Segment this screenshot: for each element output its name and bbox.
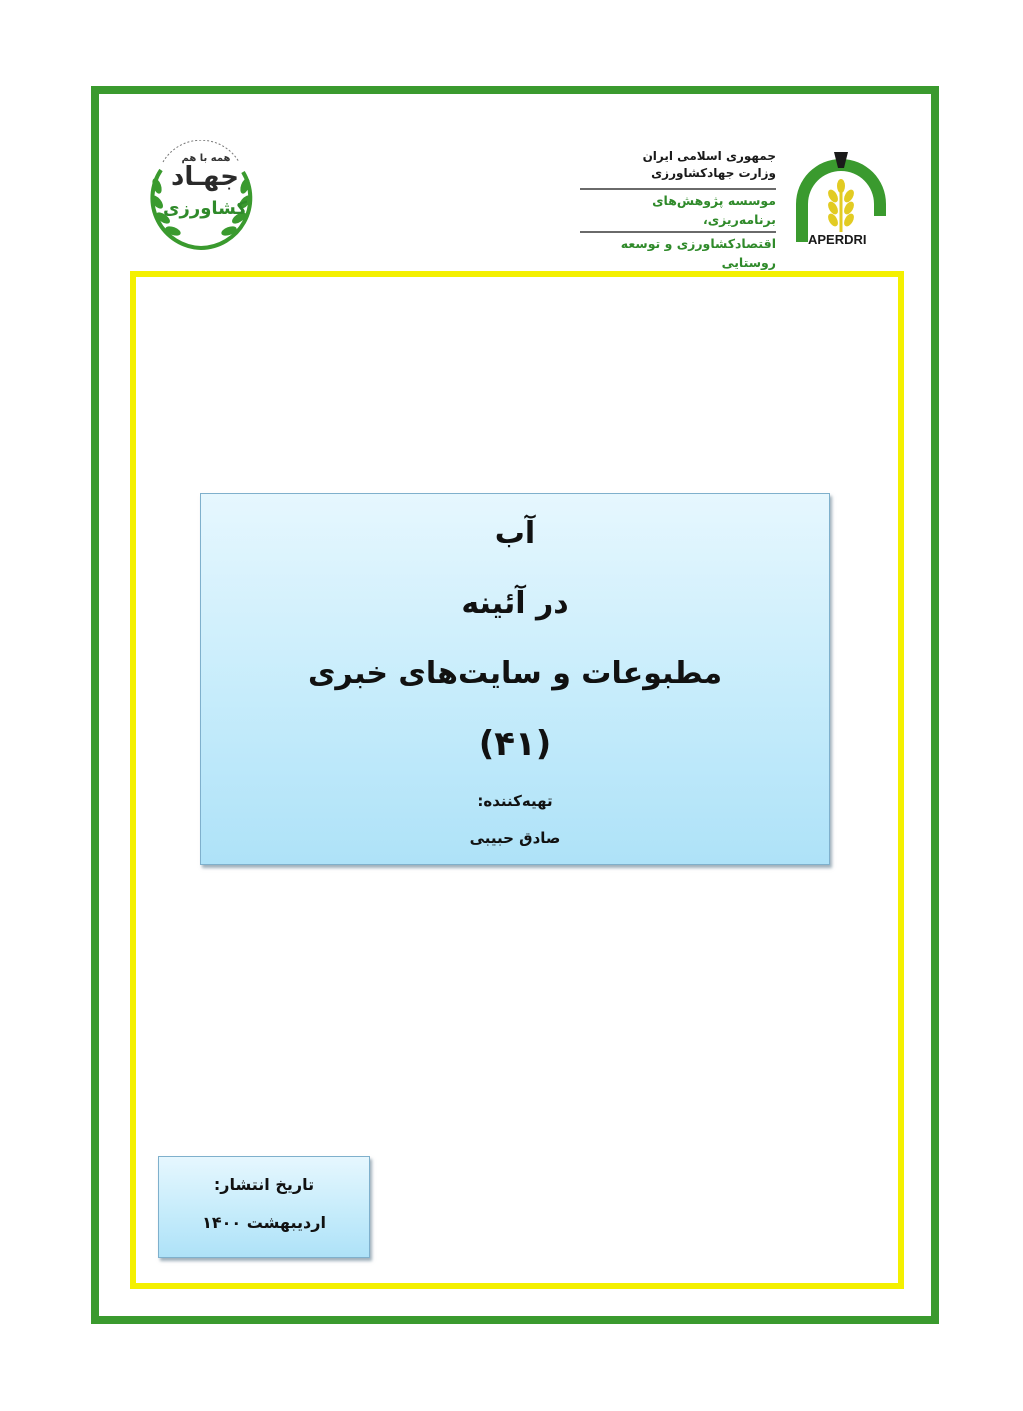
jahad-slogan: همه با هم — [181, 153, 231, 164]
institute-name-line1: موسسه پژوهش‌های برنامه‌ریزی، — [580, 188, 776, 229]
jahad-title: جهـاد — [171, 162, 239, 192]
publication-date-label: تاریخ انتشار: — [213, 1175, 315, 1194]
organization-block — [580, 148, 776, 272]
jahad-subtitle: کشاورزی — [163, 198, 247, 219]
institute-name-line2: اقتصادکشاورزی و توسعه روستایی — [580, 231, 776, 272]
title-line-2: در آئینه — [461, 586, 569, 621]
org-ministry-line: وزارت جهادکشاورزی — [651, 166, 776, 180]
aperdri-label: APERDRI — [808, 232, 867, 247]
org-country-line: جمهوری اسلامی ایران — [642, 149, 776, 163]
title-line-3: مطبوعات و سایت‌های خبری — [307, 656, 723, 691]
prepared-by-name: صادق حبیبی — [469, 829, 561, 847]
issue-number: (۴۱) — [478, 724, 552, 764]
prepared-by-label: تهیه‌کننده: — [477, 792, 553, 810]
title-line-1: آب — [494, 516, 536, 551]
publication-date-value: اردیبهشت ۱۴۰۰ — [202, 1213, 326, 1232]
title-box — [200, 493, 830, 865]
publication-date-box — [158, 1156, 370, 1258]
